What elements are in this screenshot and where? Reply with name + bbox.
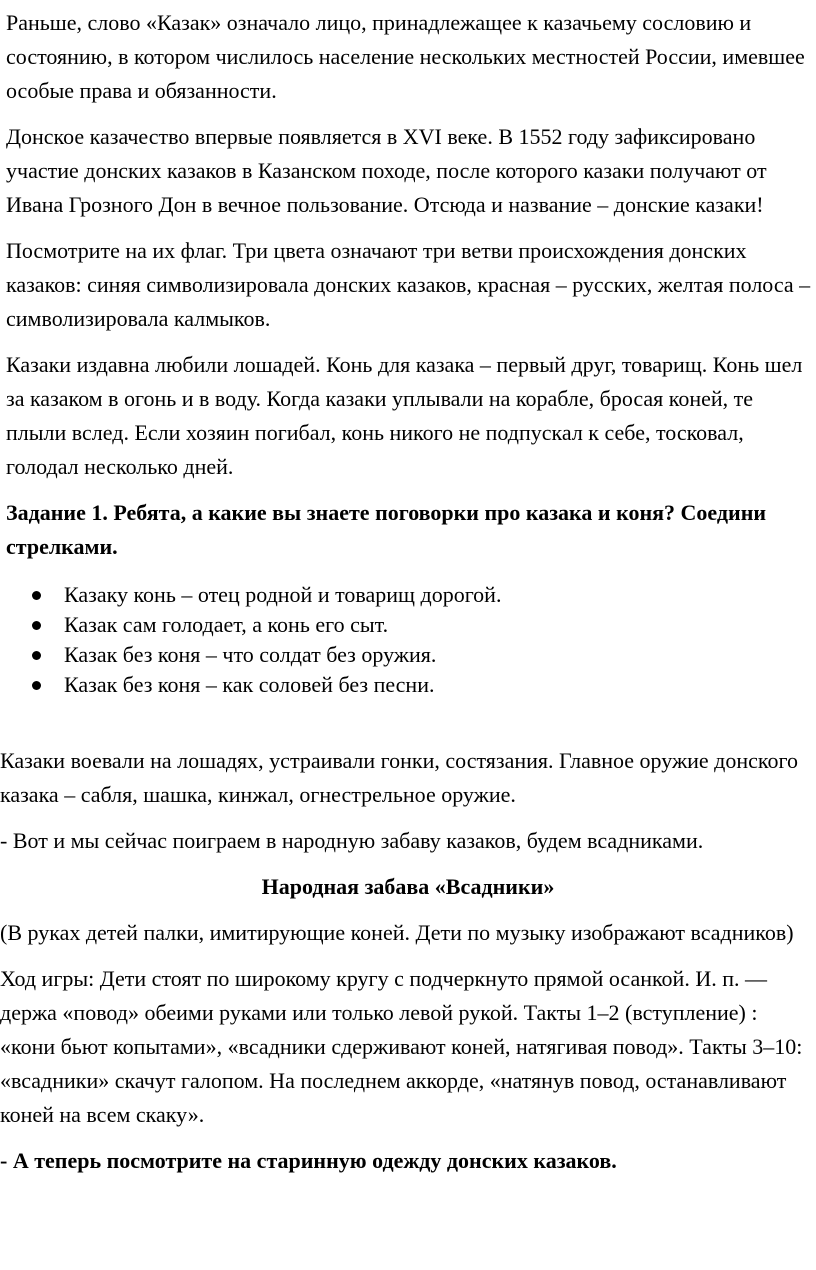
paragraph-game-props: (В руках детей палки, имитирующие коней. Дети по музыку изображают всадников) <box>0 920 794 945</box>
saying-text: Казак без коня – как соловей без песни. <box>64 672 435 697</box>
paragraph-horses: Казаки издавна любили лошадей. Конь для казака – первый друг, товарищ. Конь шел за казаком в огонь и в воду. Когда казаки уплывали на корабле, бросая коней, те плыли вслед. Если хозяин погибал, конь никого не подпускал к себе, тосковал, голодал несколько дней. <box>6 352 803 479</box>
paragraph-don-cossacks-history: Донское казачество впервые появляется в XVI веке. В 1552 году зафиксировано участие донских казаков в Казанском походе, после которого казаки получают от Ивана Грозного Дон в вечное пользование. Отсюда и название – донские казаки! <box>6 124 767 217</box>
list-item <box>0 670 816 700</box>
paragraph-game-rules: Ход игры: Дети стоят по широкому кругу с подчеркнуто прямой осанкой. И. п. — держа «повод» обеими руками или только левой рукой. Такты 1–2 (вступление) : «кони бьют копытами», «всадники сдерживают коней, натягивая повод». Такты 3–10: «всадники» скачут галопом. На последнем аккорде, «натянув повод, останавливают коней на всем скаку». <box>0 966 803 1127</box>
saying-text: Казаку конь – отец родной и товарищ дорогой. <box>64 582 502 607</box>
list-item <box>0 580 816 610</box>
list-item <box>0 640 816 670</box>
saying-text: Казак без коня – что солдат без оружия. <box>64 642 437 667</box>
paragraph-lets-play: - Вот и мы сейчас поиграем в народную забаву казаков, будем всадниками. <box>0 828 704 853</box>
bullet-icon <box>32 681 41 690</box>
bullet-icon <box>32 621 41 630</box>
paragraph-clothing-prompt: - А теперь посмотрите на старинную одежду донских казаков. <box>0 1148 617 1173</box>
game-title: Народная забава «Всадники» <box>261 874 555 899</box>
paragraph-weapons: Казаки воевали на лошадях, устраивали гонки, состязания. Главное оружие донского казака – сабля, шашка, кинжал, огнестрельное оружие. <box>0 748 798 807</box>
list-item <box>0 610 816 640</box>
saying-text: Казак сам голодает, а конь его сыт. <box>64 612 389 637</box>
sayings-list <box>0 580 816 700</box>
task-heading: Задание 1. Ребята, а какие вы знаете поговорки про казака и коня? Соедини стрелками. <box>6 500 767 559</box>
paragraph-cossack-definition: Раньше, слово «Казак» означало лицо, принадлежащее к казачьему сословию и состоянию, в котором числилось население нескольких местностей России, имевшее особые права и обязанности. <box>6 10 805 103</box>
paragraph-flag: Посмотрите на их флаг. Три цвета означают три ветви происхождения донских казаков: синяя символизировала донских казаков, красная – русских, желтая полоса – символизировала калмыков. <box>6 238 811 331</box>
bullet-icon <box>32 651 41 660</box>
bullet-icon <box>32 591 41 600</box>
